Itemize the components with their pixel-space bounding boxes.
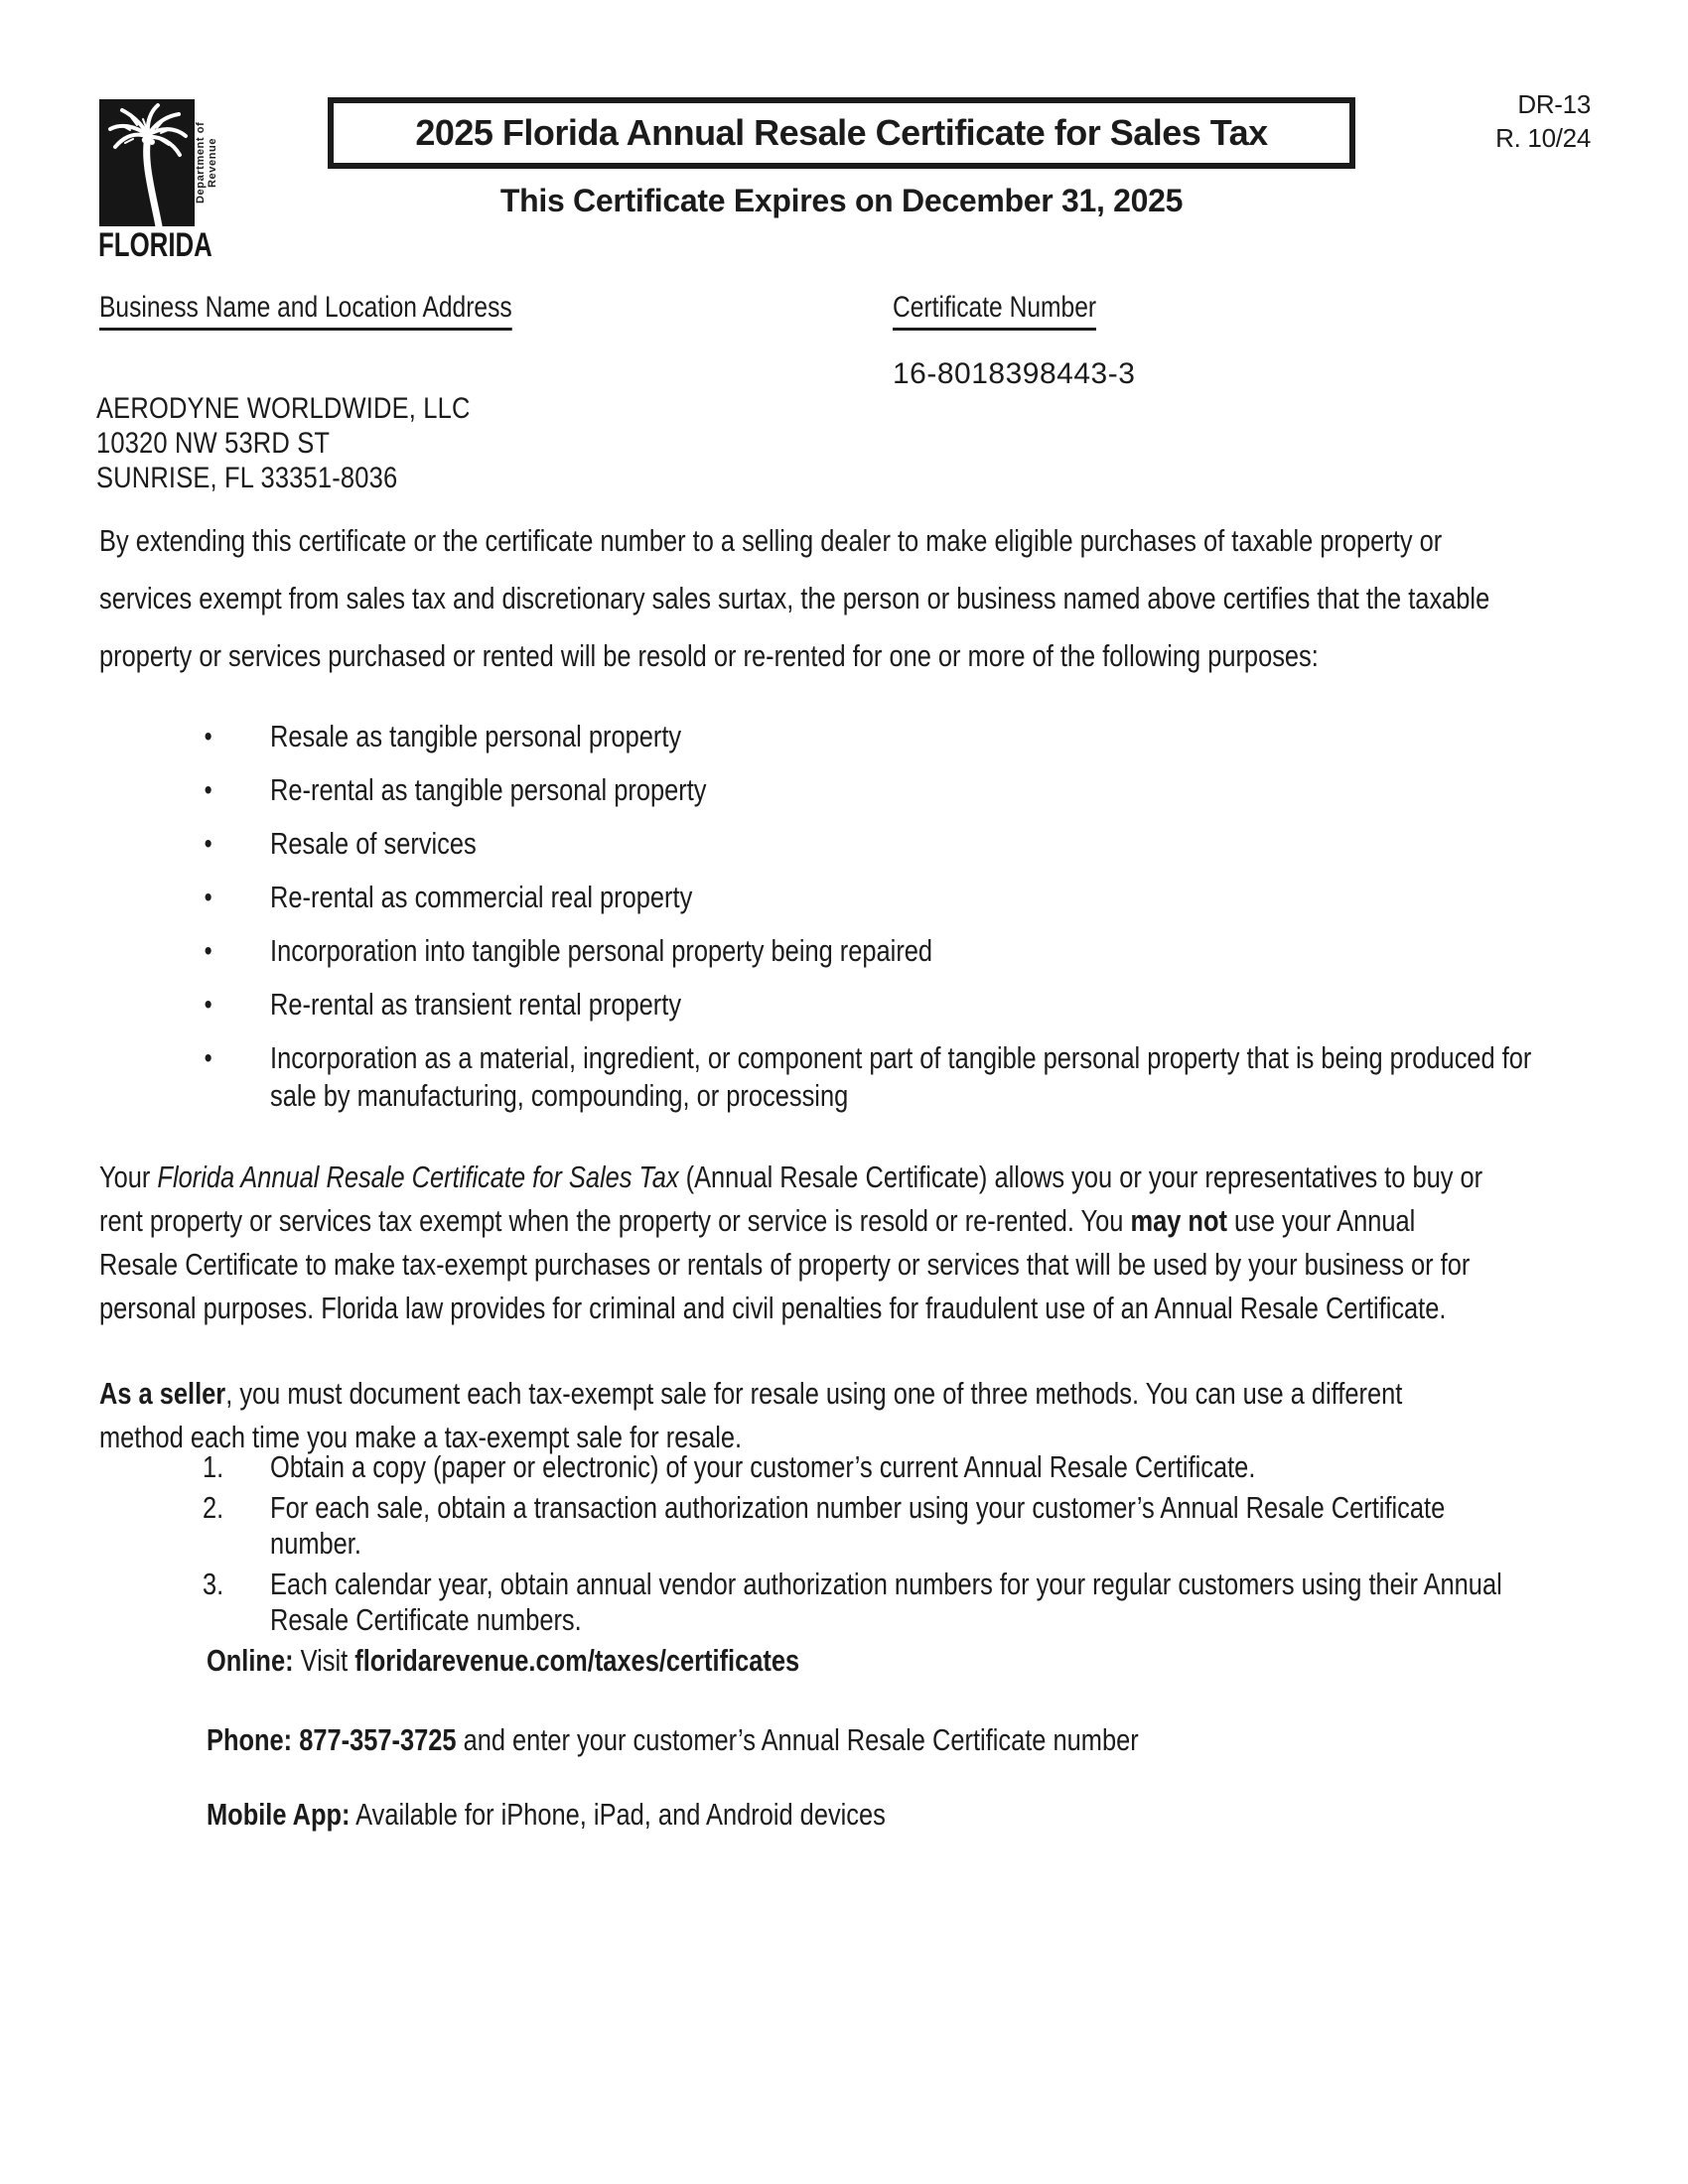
form-code-block <box>1495 87 1591 155</box>
method-text: Each calendar year, obtain annual vendor authorization numbers for your regular customers using their Annual Resale Certificate numbers. <box>270 1567 1502 1637</box>
form-revision: R. 10/24 <box>1495 123 1591 153</box>
palm-tree-icon <box>99 99 195 226</box>
purpose-item: • Incorporation as a material, ingredient, or component part of tangible personal property that is being produced for sale by manufacturing, compounding, or processing <box>203 1039 1535 1115</box>
business-city-state-zip: SUNRISE, FL 33351-8036 <box>96 462 398 494</box>
purposes-list <box>203 718 1535 1131</box>
business-section-label: Business Name and Location Address <box>99 291 512 331</box>
expiration-subtitle: This Certificate Expires on December 31, 2025 <box>499 183 1184 218</box>
online-contact-line: Online: Visit floridarevenue.com/taxes/certificates <box>207 1643 800 1678</box>
logo-florida-text: FLORIDA <box>98 226 212 264</box>
purpose-item: • Incorporation into tangible personal property being repaired <box>203 932 1535 970</box>
business-street: 10320 NW 53RD ST <box>96 427 331 460</box>
purpose-item: • Re-rental as transient rental property <box>203 986 1535 1024</box>
florida-dor-logo <box>99 99 195 226</box>
methods-list <box>203 1449 1535 1643</box>
certificate-number-label: Certificate Number <box>893 291 1096 331</box>
purpose-item: • Resale of services <box>203 825 1535 863</box>
purpose-item: • Re-rental as commercial real property <box>203 879 1535 916</box>
purpose-item: • Resale as tangible personal property <box>203 718 1535 755</box>
method-text: For each sale, obtain a transaction authorization number using your customer’s Annual Resale Certificate number. <box>270 1490 1446 1561</box>
method-number: 2. <box>203 1490 224 1525</box>
form-number: DR-13 <box>1517 89 1591 119</box>
intro-paragraph: By extending this certificate or the certificate number to a selling dealer to make eligible purchases of taxable property or services exempt from sales tax and discretionary sales surtax, the person or business named above certifies that the taxable property or services purchased or rented will be resold or re-rented for one or more of the following purposes: <box>99 523 1490 673</box>
method-item <box>203 1490 1535 1562</box>
business-name: AERODYNE WORLDWIDE, LLC <box>96 392 471 425</box>
usage-paragraph: Your Florida Annual Resale Certificate for Sales Tax (Annual Resale Certificate) allows you or your representatives to buy or rent property or services tax exempt when the property or service is resold or re-rented. You may not use your Annual Resale Certificate to make tax-exempt purchases or rentals of property or services that will be used by your business or for personal purposes. Florida law provides for criminal and civil penalties for fraudulent use of an Annual Resale Certificate. <box>99 1160 1483 1325</box>
method-item <box>203 1449 1535 1485</box>
mobile-app-contact-line: Mobile App: Available for iPhone, iPad, and Android devices <box>207 1797 886 1832</box>
method-text: Obtain a copy (paper or electronic) of your customer’s current Annual Resale Certificate. <box>270 1449 1256 1484</box>
purpose-item: • Re-rental as tangible personal property <box>203 771 1535 809</box>
logo-department-text: Department of Revenue <box>195 121 218 205</box>
seller-paragraph: As a seller, you must document each tax-exempt sale for resale using one of three methods. You can use a different method each time you make a tax-exempt sale for resale. <box>99 1376 1403 1454</box>
certificate-title: 2025 Florida Annual Resale Certificate for Sales Tax <box>415 112 1268 153</box>
method-item <box>203 1567 1535 1638</box>
method-number: 3. <box>203 1567 224 1601</box>
certificate-number-value: 16-8018398443-3 <box>893 357 1136 390</box>
business-address-block <box>96 391 471 495</box>
certificate-title-box <box>328 97 1355 169</box>
method-number: 1. <box>203 1449 224 1484</box>
phone-contact-line: Phone: 877-357-3725 and enter your customer’s Annual Resale Certificate number <box>207 1722 1139 1757</box>
